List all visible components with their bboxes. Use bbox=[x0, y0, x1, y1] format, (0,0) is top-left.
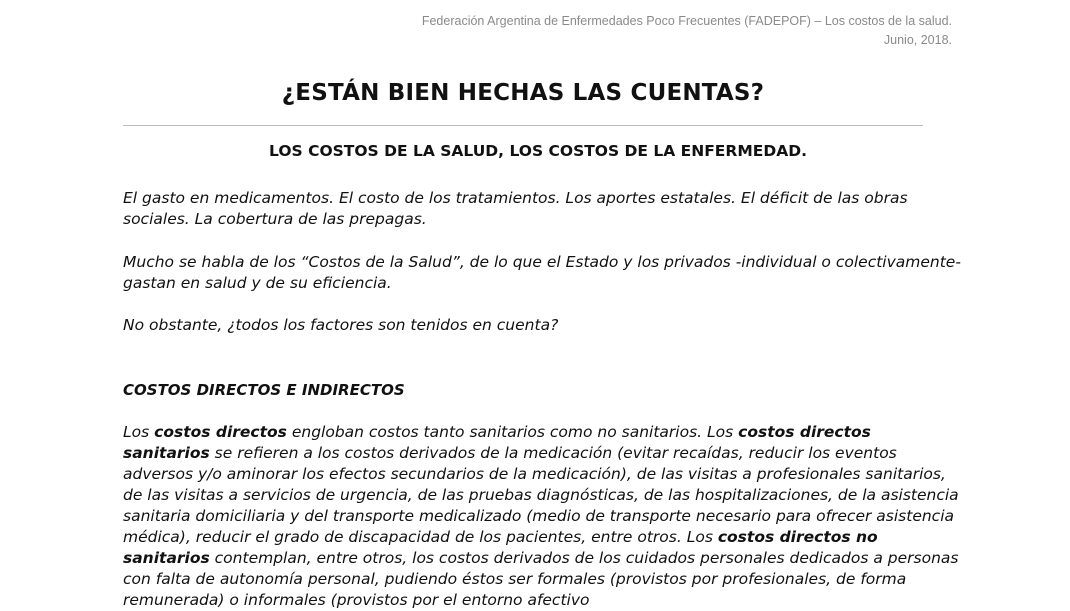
document-subtitle: LOS COSTOS DE LA SALUD, LOS COSTOS DE LA ENFERMEDAD. bbox=[269, 142, 807, 160]
document-header bbox=[422, 12, 952, 50]
text-segment: engloban costos tanto sanitarios como no sanitarios. Los bbox=[286, 423, 739, 441]
intro-paragraph-2: Mucho se habla de los “Costos de la Salud”, de lo que el Estado y los privados -individual o colectivamente- gastan en salud y de su eficiencia. bbox=[123, 253, 961, 292]
section-heading: COSTOS DIRECTOS E INDIRECTOS bbox=[123, 381, 405, 399]
header-line-2: Junio, 2018. bbox=[883, 33, 952, 47]
header-line-1: Federación Argentina de Enfermedades Poco Frecuentes (FADEPOF) – Los costos de la salud. bbox=[421, 14, 952, 28]
intro-paragraph-3: No obstante, ¿todos los factores son tenidos en cuenta? bbox=[123, 316, 559, 334]
bold-term-costos-directos-no-sanitarios: costos directos no sanitarios bbox=[123, 528, 878, 567]
section-paragraph bbox=[123, 422, 963, 611]
text-segment: contemplan, entre otros, los costos derivados de los cuidados personales dedicados a personas con falta de autonomía personal, pudiendo éstos ser formales (provistos por profesionales, de forma remunerada) o informales (provistos por el entorno afectivo bbox=[123, 549, 959, 609]
document-title: ¿ESTÁN BIEN HECHAS LAS CUENTAS? bbox=[281, 80, 765, 106]
title-divider bbox=[123, 125, 923, 126]
bold-term-costos-directos: costos directos bbox=[154, 423, 287, 441]
intro-paragraph-1: El gasto en medicamentos. El costo de los tratamientos. Los aportes estatales. El déficit de las obras sociales. La cobertura de las prepagas. bbox=[123, 189, 908, 228]
text-segment: Los bbox=[123, 423, 155, 441]
text-segment: se refieren a los costos derivados de la medicación (evitar recaídas, reducir los eventos adversos y/o aminorar los efectos secundarios de la medicación), de las visitas a profesionales sanitarios, de las visitas a servicios de urgencia, de las pruebas diagnósticas, de las hospitalizaciones, de la asistencia sanitaria domiciliaria y del transporte medicalizado (medio de transporte necesario para ofrecer asistencia médica), reducir el grado de discapacidad de los pacientes, entre otros. Los bbox=[123, 444, 959, 546]
bold-term-costos-directos-sanitarios: costos directos sanitarios bbox=[123, 423, 871, 462]
